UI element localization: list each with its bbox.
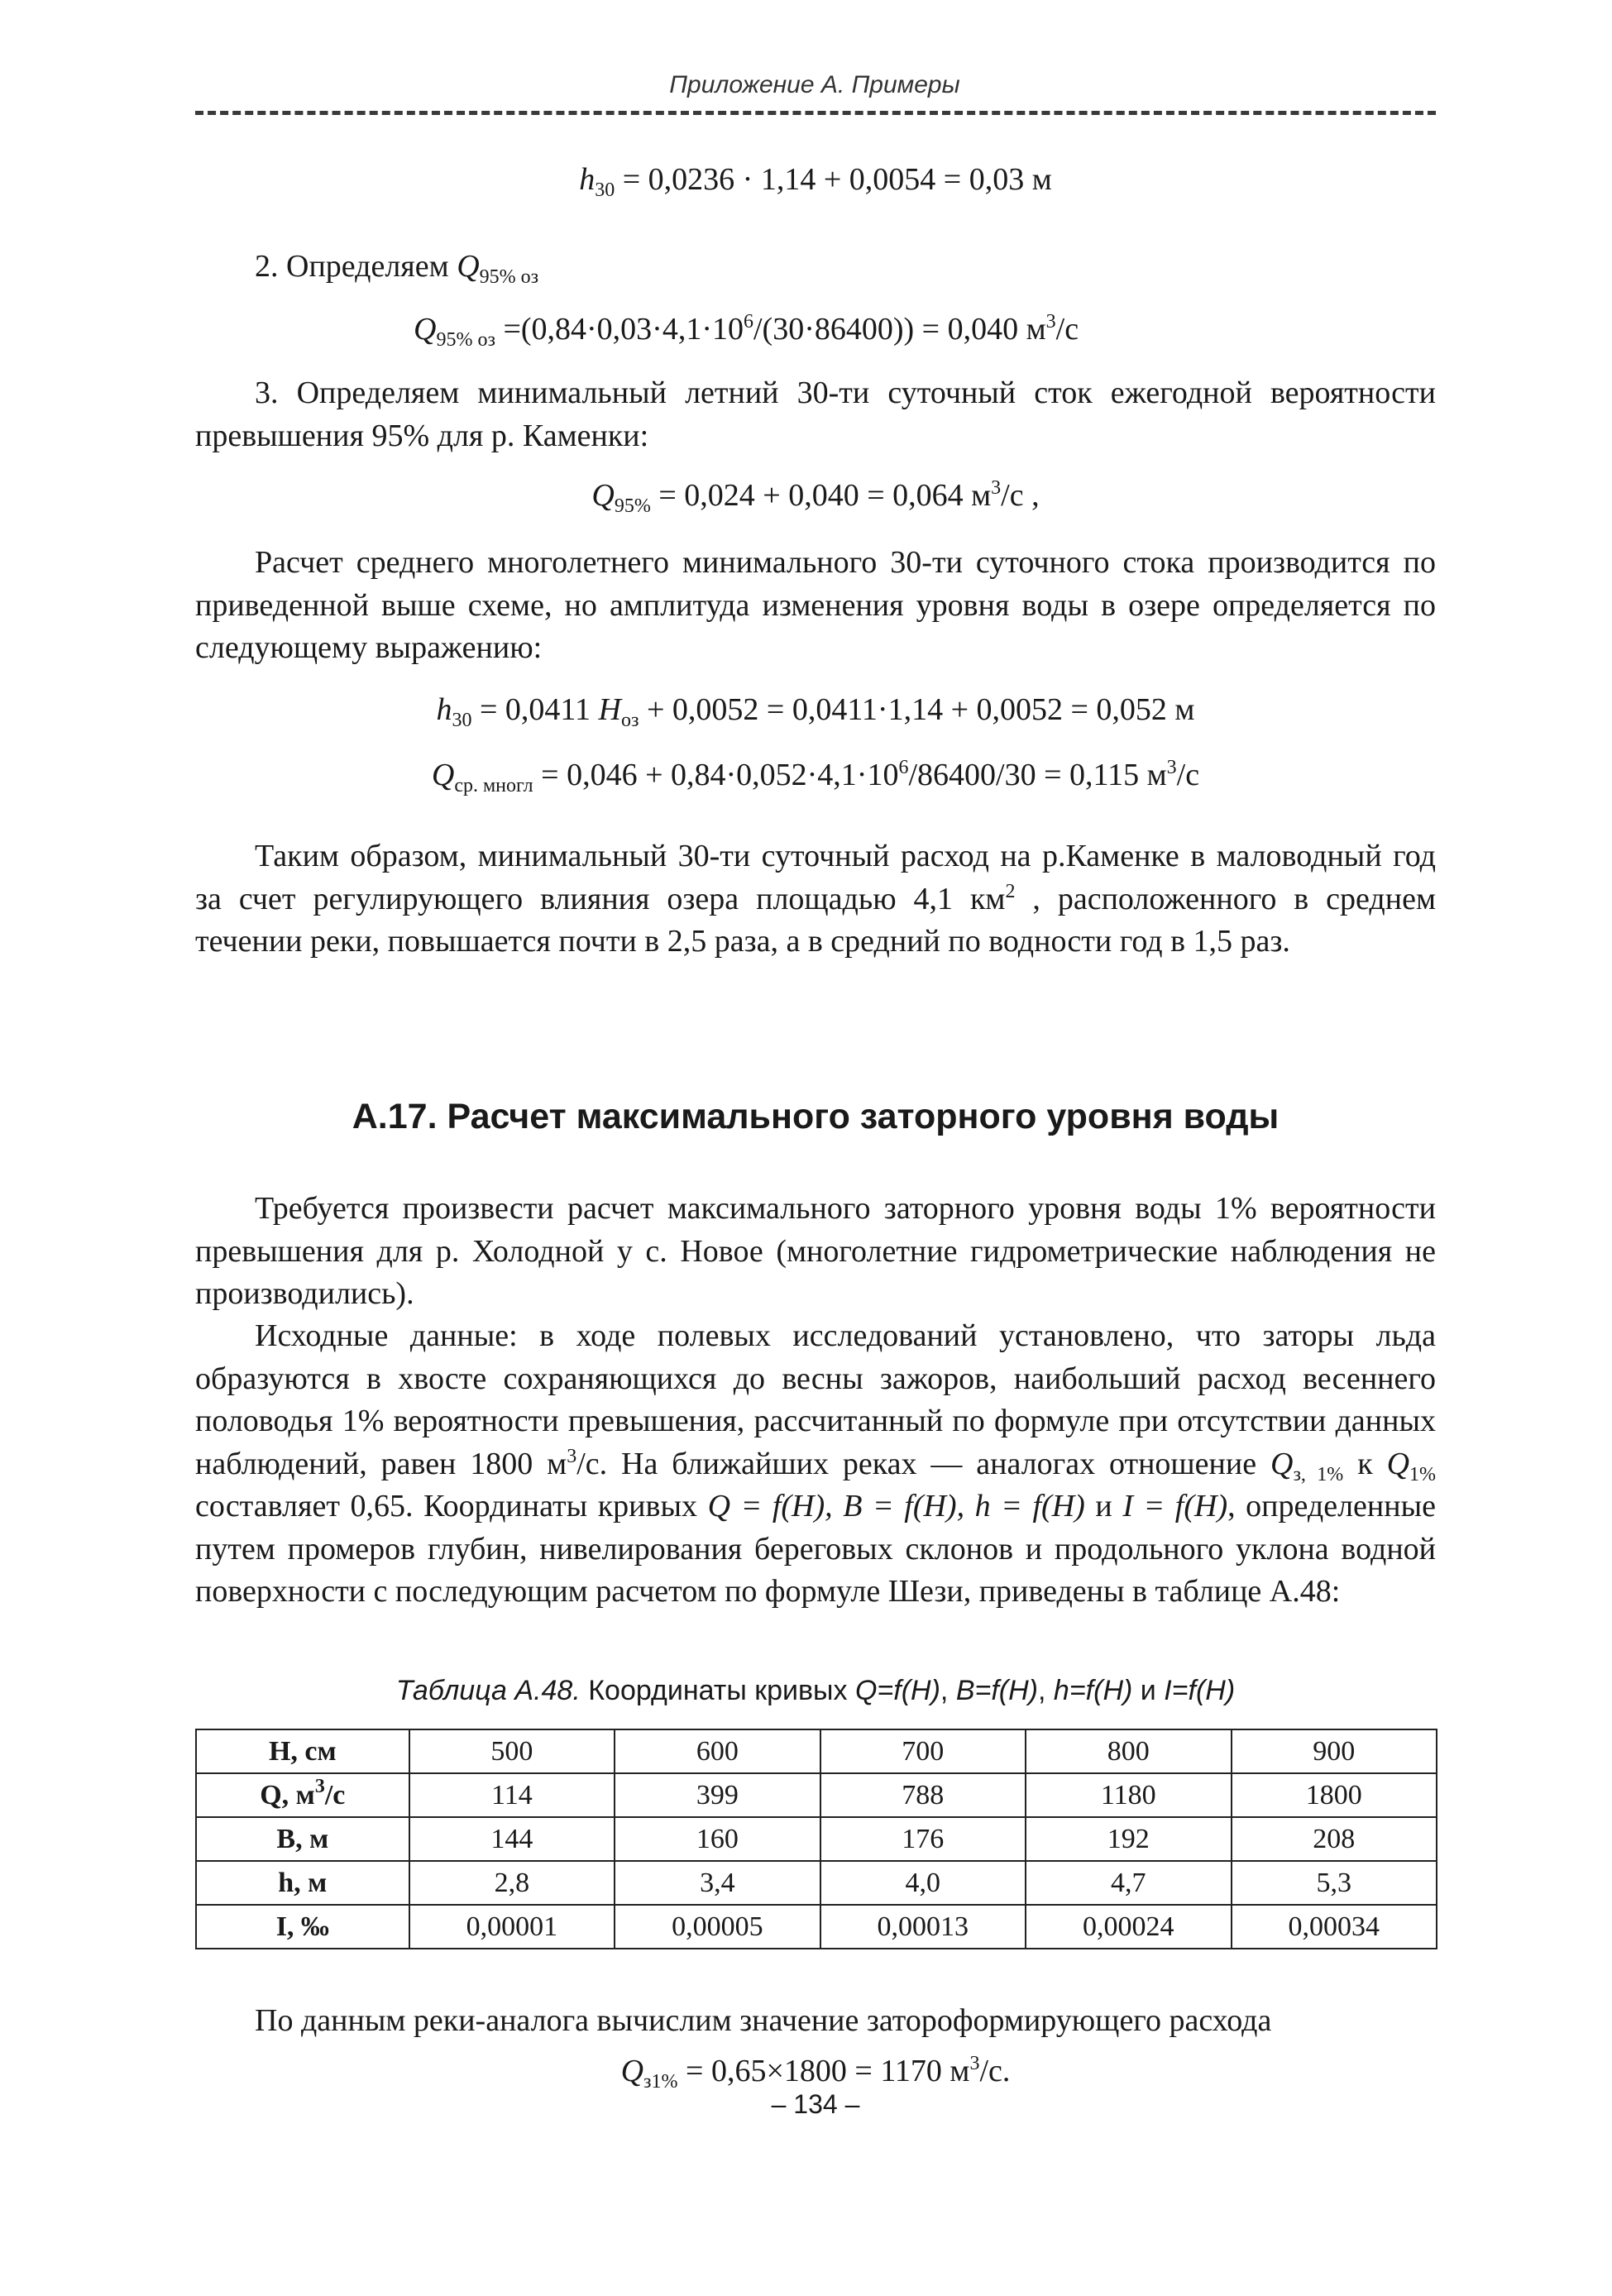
table-cell: 0,00005 bbox=[615, 1905, 820, 1949]
table-cell: 900 bbox=[1232, 1729, 1437, 1773]
row-header: h, м bbox=[196, 1861, 409, 1905]
formula-q-mean: $Q_{ср. многл} = 0,046 + 0,84\cdot 0,052\cdot 4,1\cdot 10^6/86400/30 = 0,115$ $м^3/с$ bbox=[431, 757, 1200, 796]
input-data-paragraph: Исходные данные: в ходе полевых исследований установлено, что заторы льда образуются в хвосте сохраняющихся до весны зажоров, наибольший расход весеннего половодья 1% вероятности превышения, рассчитанный по формуле при отсутствии данных наблюдений, равен 1800 $м^3/с$. На ближайших реках — аналогах отношение $Q_{з, 1\%}$ к $Q_{1\%}$ составляет 0,65. Координаты кривых Q = f(H), B = f(H), h = f(H) и I = f(H), определенные путем промеров глубин, нивелирования береговых склонов и продольного уклона водной поверхности с последующим расчетом по формуле Шези, приведены в таблице А.48: bbox=[195, 1318, 1437, 1609]
table-cell: 4,0 bbox=[820, 1861, 1026, 1905]
mean-flow-paragraph: Расчет среднего многолетнего минимального 30-ти суточного стока производится по приведенной выше схеме, но амплитуда изменения уровня воды в озере определяется по следующему выражению: bbox=[195, 545, 1436, 665]
table-cell: 788 bbox=[820, 1773, 1026, 1817]
table-cell: 2,8 bbox=[409, 1861, 615, 1905]
table-cell: 144 bbox=[409, 1817, 615, 1861]
table-cell: 176 bbox=[820, 1817, 1026, 1861]
page-number: – 134 – bbox=[771, 2089, 860, 2119]
table-cell: 600 bbox=[615, 1729, 820, 1773]
table-cell: 114 bbox=[409, 1773, 615, 1817]
table-cell: 399 bbox=[615, 1773, 820, 1817]
table-cell: 700 bbox=[820, 1729, 1026, 1773]
table-row bbox=[196, 1905, 1437, 1949]
table-row bbox=[196, 1817, 1437, 1861]
table-row bbox=[196, 1861, 1437, 1905]
table-row bbox=[196, 1729, 1437, 1773]
formula-h30-second: $h_{30} = 0,0411$ $H_{оз} + 0,0052 = 0,0411\cdot 1,14 + 0,0052 = 0,052$ м bbox=[436, 692, 1195, 731]
table-cell: 0,00024 bbox=[1026, 1905, 1231, 1949]
table-cell: 4,7 bbox=[1026, 1861, 1231, 1905]
table-cell: 160 bbox=[615, 1817, 820, 1861]
table-cell: 1180 bbox=[1026, 1773, 1231, 1817]
section-heading: А.17. Расчет максимального заторного уровня воды bbox=[352, 1097, 1280, 1136]
table-cell: 208 bbox=[1232, 1817, 1437, 1861]
table-cell: 3,4 bbox=[615, 1861, 820, 1905]
header-dashed-rule bbox=[195, 111, 1436, 115]
table-cell: 5,3 bbox=[1232, 1861, 1437, 1905]
table-caption: Таблица А.48. Координаты кривых Q=f(H), B=f(H), h=f(H) и I=f(H) bbox=[395, 1675, 1236, 1706]
formula-q95: $Q_{95\%} = 0,024 + 0,040 = 0,064$ $м^3/с$ , bbox=[591, 477, 1040, 517]
row-header: Q, $м^3/с$ bbox=[196, 1773, 409, 1817]
analog-paragraph: По данным реки-аналога вычислим значение затороформирующего расхода bbox=[255, 2003, 1272, 2038]
task-paragraph: Требуется произвести расчет максимального заторного уровня воды 1% вероятности превышения для р. Холодной у с. Новое (многолетние гидрометрические наблюдения не производились). bbox=[195, 1191, 1436, 1311]
table-cell: 1800 bbox=[1232, 1773, 1437, 1817]
table-cell: 192 bbox=[1026, 1817, 1231, 1861]
table-cell: 800 bbox=[1026, 1729, 1231, 1773]
row-header: I, ‰ bbox=[196, 1905, 409, 1949]
table-cell: 500 bbox=[409, 1729, 615, 1773]
table-row bbox=[196, 1773, 1437, 1817]
formula-qz: $Q_{з1\%} = 0,65\times 1800 = 1170$ $м^3/с$. bbox=[620, 2053, 1011, 2093]
step-2-line: 2. Определяем $Q_{95\% оз}$ bbox=[255, 249, 539, 288]
formula-h30-first: $h_{30} = 0,0236 \cdot 1,14 + 0,0054 = 0,03$ м bbox=[579, 162, 1052, 201]
running-header: Приложение А. Примеры bbox=[669, 71, 960, 98]
row-header: H, см bbox=[196, 1729, 409, 1773]
curve-coordinates-table bbox=[195, 1729, 1437, 1949]
step-3-paragraph: 3. Определяем минимальный летний 30-ти суточный сток ежегодной вероятности превышения 95% для р. Каменки: bbox=[195, 375, 1436, 453]
table-cell: 0,00001 bbox=[409, 1905, 615, 1949]
formula-q95-oz: $Q_{95\% оз} =(0,84\cdot 0,03\cdot 4,1\cdot 10^6/(30\cdot 86400)) = 0,040$ $м^3/с$ bbox=[414, 311, 1079, 351]
row-header: B, м bbox=[196, 1817, 409, 1861]
table-cell: 0,00034 bbox=[1232, 1905, 1437, 1949]
summary-paragraph: Таким образом, минимальный 30-ти суточный расход на р.Каменке в маловодный год за счет регулирующего влияния озера площадью 4,1 $км^2$ , расположенного в среднем течении реки, повышается почти в 2,5 раза, а в средний по водности год в 1,5 раз. bbox=[195, 839, 1436, 959]
table-cell: 0,00013 bbox=[820, 1905, 1026, 1949]
